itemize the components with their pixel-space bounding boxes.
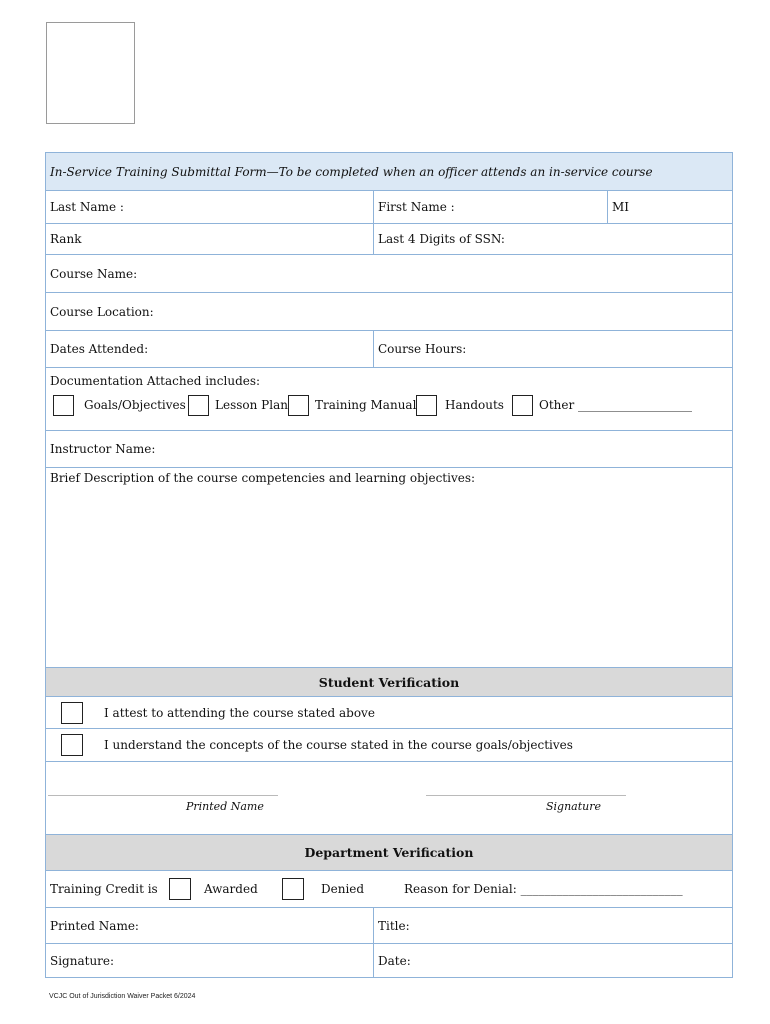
student-verification-heading: Student Verification (46, 668, 732, 697)
ssn-field[interactable] (373, 224, 732, 254)
mi-label: MI (612, 200, 630, 214)
denied-checkbox[interactable] (282, 878, 304, 900)
rank-row (46, 224, 732, 255)
awarded-label: Awarded (204, 882, 258, 896)
description-textarea[interactable] (46, 490, 732, 667)
training-credit-row (46, 871, 732, 908)
training-submittal-form (45, 152, 733, 978)
lesson-plan-label: Lesson Plan (215, 398, 288, 412)
awarded-checkbox[interactable] (169, 878, 191, 900)
handouts-checkbox[interactable] (416, 395, 437, 416)
documentation-label: Documentation Attached includes: (50, 374, 261, 388)
instructor-label: Instructor Name: (50, 442, 156, 456)
course-location-label: Course Location: (50, 304, 154, 319)
attest-concepts-checkbox[interactable] (61, 734, 83, 756)
first-name-label: First Name : (378, 200, 455, 214)
lesson-plan-checkbox[interactable] (188, 395, 209, 416)
logo-placeholder (46, 22, 135, 124)
ssn-label: Last 4 Digits of SSN: (378, 232, 505, 246)
course-hours-field[interactable] (373, 331, 732, 367)
dept-printed-name-label: Printed Name: (50, 918, 139, 933)
description-row (46, 468, 732, 668)
attest-attending-checkbox[interactable] (61, 702, 83, 724)
dept-signature-label: Signature: (50, 953, 115, 968)
dept-title-label: Title: (378, 918, 410, 933)
course-name-label: Course Name: (50, 266, 138, 281)
goals-objectives-checkbox[interactable] (53, 395, 74, 416)
dept-signature-field[interactable] (46, 944, 373, 977)
dates-attended-label: Dates Attended: (50, 342, 149, 356)
printed-name-caption: Printed Name (186, 800, 264, 813)
department-verification-heading: Department Verification (46, 835, 732, 871)
description-label: Brief Description of the course competencies and learning objectives: (50, 471, 476, 485)
course-name-row (46, 255, 732, 293)
course-location-field[interactable] (46, 293, 732, 330)
dept-date-label: Date: (378, 953, 411, 968)
dept-printed-name-field[interactable] (46, 908, 373, 943)
course-location-row (46, 293, 732, 331)
course-hours-label: Course Hours: (378, 342, 467, 356)
form-title: In-Service Training Submittal Form—To be completed when an officer attends an in-service course (50, 164, 653, 179)
mi-field[interactable] (607, 191, 732, 223)
attest-concepts-label: I understand the concepts of the course stated in the course goals/objectives (104, 738, 573, 752)
name-row (46, 191, 732, 224)
signature-line[interactable]: ________________________________________ (426, 785, 626, 796)
dept-date-field[interactable] (373, 944, 732, 977)
reason-for-denial-label[interactable]: Reason for Denial: ___________________________ (404, 882, 683, 896)
dept-signature-row (46, 944, 732, 977)
other-label: Other ___________________ (539, 398, 693, 412)
dates-row (46, 331, 732, 368)
signature-caption: Signature (546, 800, 602, 813)
instructor-row (46, 431, 732, 468)
rank-field[interactable] (46, 224, 373, 254)
denied-label: Denied (321, 882, 365, 896)
training-manual-checkbox[interactable] (288, 395, 309, 416)
attest-row-2 (46, 729, 732, 762)
form-title-row (46, 153, 732, 191)
footer-note: VCJC Out of Jurisdiction Waiver Packet 6/2024 (49, 993, 196, 1000)
last-name-field[interactable] (46, 191, 373, 223)
other-checkbox[interactable] (512, 395, 533, 416)
course-name-field[interactable] (46, 255, 732, 292)
student-signature-row (46, 762, 732, 835)
training-credit-label: Training Credit is (50, 882, 158, 896)
dates-attended-field[interactable] (46, 331, 373, 367)
documentation-row (46, 368, 732, 431)
attest-attending-label: I attest to attending the course stated above (104, 706, 375, 720)
attest-row-1 (46, 697, 732, 729)
handouts-label: Handouts (445, 398, 504, 412)
printed-name-line[interactable]: ______________________________________________ (48, 785, 278, 796)
first-name-field[interactable] (373, 191, 607, 223)
goals-objectives-label: Goals/Objectives (84, 398, 186, 412)
last-name-label: Last Name : (50, 200, 124, 214)
training-manual-label: Training Manual (315, 398, 417, 412)
dept-printed-name-row (46, 908, 732, 944)
rank-label: Rank (50, 232, 82, 246)
dept-title-field[interactable] (373, 908, 732, 943)
instructor-field[interactable] (46, 431, 732, 467)
